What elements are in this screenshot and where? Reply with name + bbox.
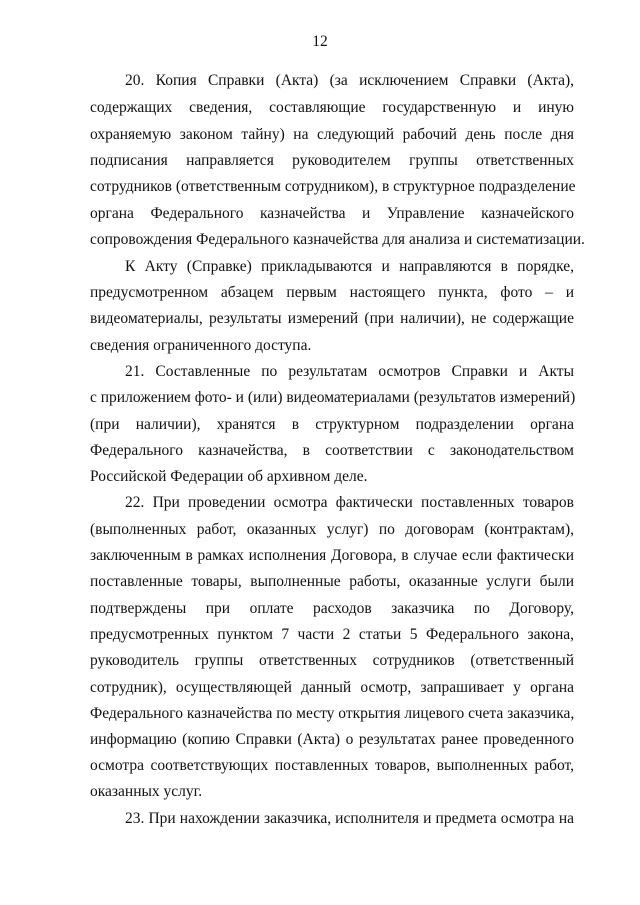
text-line: 23. При нахождении заказчика, исполнителя и предмета осмотра на <box>125 810 574 827</box>
text-line: сотрудников (ответственным сотрудником), в структурное подразделение <box>90 178 576 195</box>
text-line: содержащих сведения, составляющие государственную и иную <box>90 99 574 116</box>
text-line: подтверждены при оплате расходов заказчика по Договору, <box>90 600 574 617</box>
text-line: 21. Составленные по результатам осмотров Справки и Акты <box>125 363 574 380</box>
text-line: поставленные товары, выполненные работы, оказанные услуги были <box>90 573 574 590</box>
text-line: Федерального казначейства по месту открытия лицевого счета заказчика, <box>90 705 575 722</box>
text-line: охраняемую законом тайну) на следующий рабочий день после дня <box>90 126 574 143</box>
text-line: подписания направляется руководителем группы ответственных <box>90 152 574 169</box>
text-line: органа Федерального казначейства и Управление казначейского <box>90 205 574 222</box>
text-line: предусмотренных пунктом 7 части 2 статьи 5 Федерального закона, <box>90 626 574 643</box>
text-line: предусмотренном абзацем первым настоящего пункта, фото – и <box>90 284 574 301</box>
text-line: заключенным в рамках исполнения Договора, в случае если фактически <box>90 547 574 564</box>
text-line: (при наличии), хранятся в структурном подразделении органа <box>90 416 574 433</box>
text-line: Федерального казначейства, в соответствии с законодательством <box>90 442 574 459</box>
text-line: сопровождения Федерального казначейства для анализа и систематизации. <box>90 231 585 248</box>
text-line: 22. При проведении осмотра фактически поставленных товаров <box>125 494 574 511</box>
text-line: руководитель группы ответственных сотрудников (ответственный <box>90 652 574 669</box>
text-line: информацию (копию Справки (Акта) о результатах ранее проведенного <box>90 731 574 748</box>
text-line: 20. Копия Справки (Акта) (за исключением Справки (Акта), <box>125 72 574 89</box>
text-line: осмотра соответствующих поставленных товаров, выполненных работ, <box>90 757 574 774</box>
text-line: с приложением фото- и (или) видеоматериалами (результатов измерений) <box>90 389 576 406</box>
text-line: К Акту (Справке) прикладываются и направляются в порядке, <box>125 258 574 275</box>
text-line: сотрудник), осуществляющей данный осмотр, запрашивает у органа <box>90 679 574 696</box>
text-line: оказанных услуг. <box>90 783 203 800</box>
text-line: Российской Федерации об архивном деле. <box>90 468 368 485</box>
page-number: 12 <box>312 33 328 50</box>
text-line: сведения ограниченного доступа. <box>90 337 312 354</box>
text-line: видеоматериалы, результаты измерений (при наличии), не содержащие <box>90 310 574 327</box>
text-line: (выполненных работ, оказанных услуг) по договорам (контрактам), <box>90 521 574 538</box>
